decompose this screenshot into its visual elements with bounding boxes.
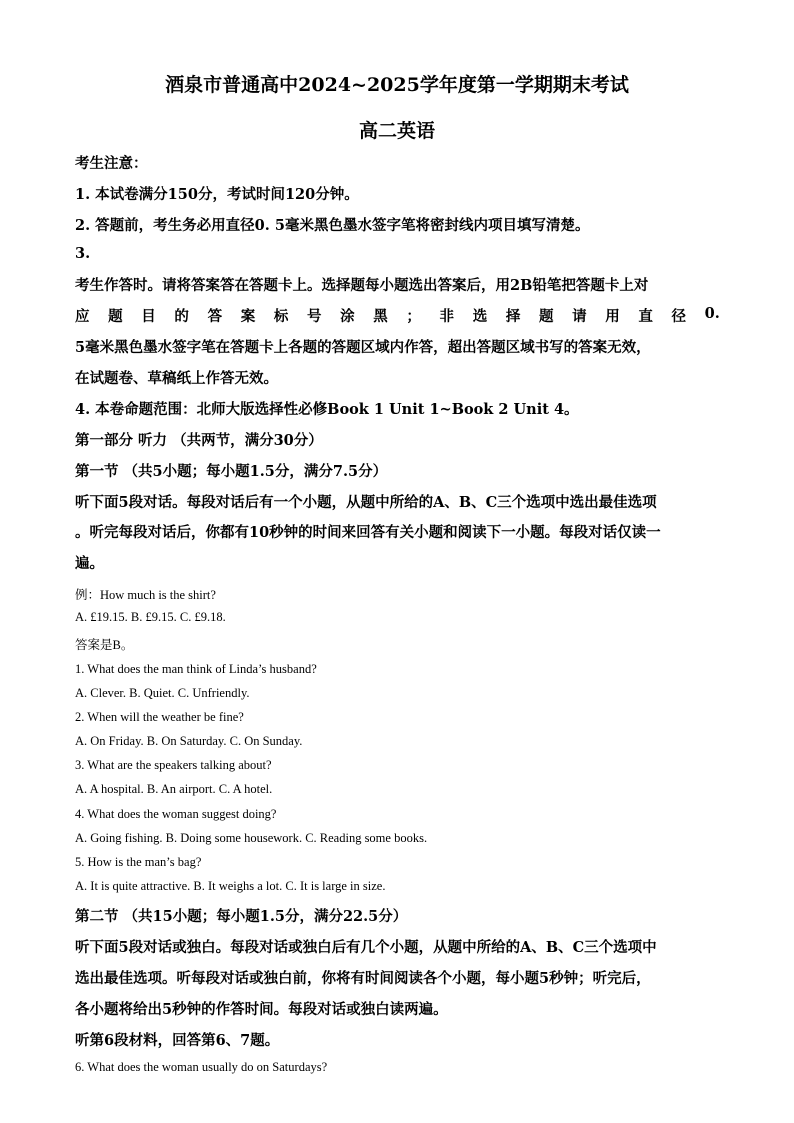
exam-title: 酒泉市普通高中2024~2025学年度第一学期期末考试 <box>165 74 629 96</box>
notice-item-4: 4. 本卷命题范围：北师大版选择性必修Book 1 Unit 1~Book 2 Unit 4。 <box>75 401 579 418</box>
notice-item-3-number: 3. <box>75 245 91 262</box>
justified-word: 应 <box>75 308 90 325</box>
question-3: 3. What are the speakers talking about? <box>75 758 272 772</box>
section1-instruction-line-2: 。听完每段对话后，你都有10秒钟的时间来回答有关小题和阅读下一小题。每段对话仅读一 <box>75 524 661 541</box>
justified-word: 标 <box>273 308 289 325</box>
justified-word: 题 <box>538 308 554 325</box>
question-2: 2. When will the weather be fine? <box>75 710 244 724</box>
justified-word: 非 <box>439 308 455 325</box>
justified-word: 案 <box>240 308 256 325</box>
question-3-options: A. A hospital. B. An airport. C. A hotel. <box>75 782 273 796</box>
notice-item-1: 1. 本试卷满分150分，考试时间120分钟。 <box>75 186 359 203</box>
section2-instruction-line-1: 听下面5段对话或独白。每段对话或独白后有几个小题，从题中所给的A、B、C三个选项中 <box>75 939 657 956</box>
question-1: 1. What does the man think of Linda’s husband? <box>75 662 317 676</box>
justified-word: 选 <box>472 308 488 325</box>
question-6: 6. What does the woman usually do on Saturdays? <box>75 1060 328 1074</box>
justified-word: 请 <box>572 308 587 325</box>
question-5: 5. How is the man’s bag? <box>75 855 202 869</box>
section2-instruction-line-2: 选出最佳选项。听每段对话或独白前，你将有时间阅读各个小题，每小题5秒钟；听完后， <box>75 970 651 987</box>
justified-word: 用 <box>605 308 620 325</box>
example-answer: 答案是B。 <box>75 638 134 652</box>
section1-instruction-line-3: 遍。 <box>75 555 104 572</box>
justified-word: 号 <box>306 308 322 325</box>
question-4-options: A. Going fishing. B. Doing some housework. C. Reading some books. <box>75 831 428 845</box>
exam-subtitle: 高二英语 <box>358 120 435 142</box>
question-1-options: A. Clever. B. Quiet. C. Unfriendly. <box>75 686 250 700</box>
justified-word: 直 <box>638 308 653 325</box>
example-options: A. £19.15. B. £9.15. C. £9.18. <box>75 610 226 624</box>
justified-word: 题 <box>108 308 123 325</box>
justified-word: 涂 <box>340 308 355 325</box>
notice-heading: 考生注意： <box>75 155 148 172</box>
section1-instruction-line-1: 听下面5段对话。每段对话后有一个小题，从题中所给的A、B、C三个选项中选出最佳选项 <box>75 494 657 511</box>
notice-item-3-line-2 <box>75 305 720 326</box>
notice-item-2: 2. 答题前，考生务必用直径0. 5毫米黑色墨水签字笔将密封线内项目填写清楚。 <box>75 217 590 234</box>
part1-heading: 第一部分 听力 （共两节，满分30分） <box>75 432 323 449</box>
section1-heading: 第一节 （共5小题；每小题1.5分，满分7.5分） <box>75 463 388 480</box>
section2-material-note: 听第6段材料，回答第6、7题。 <box>75 1032 280 1049</box>
section2-instruction-line-3: 各小题将给出5秒钟的作答时间。每段对话或独白读两遍。 <box>75 1001 448 1018</box>
notice-item-3-line-4: 在试题卷、草稿纸上作答无效。 <box>75 370 278 387</box>
justified-word: ； <box>406 308 421 325</box>
justified-word: 的 <box>174 308 189 325</box>
section2-heading: 第二节 （共15小题；每小题1.5分，满分22.5分） <box>75 908 408 925</box>
justified-word: 径 <box>671 308 687 325</box>
justified-word: 择 <box>505 308 521 325</box>
question-2-options: A. On Friday. B. On Saturday. C. On Sunday. <box>75 734 303 748</box>
notice-item-3-line-1: 考生作答时。请将答案答在答题卡上。选择题每小题选出答案后，用2B铅笔把答题卡上对 <box>75 277 649 294</box>
question-5-options: A. It is quite attractive. B. It weighs a lot. C. It is large in size. <box>75 879 386 893</box>
notice-item-3-line-3: 5毫米黑色墨水签字笔在答题卡上各题的答题区域内作答，超出答题区域书写的答案无效， <box>75 339 651 356</box>
justified-word: 黑 <box>373 308 388 325</box>
question-4: 4. What does the woman suggest doing? <box>75 807 277 821</box>
example-question: 例：How much is the shirt? <box>75 588 216 602</box>
justified-word: 答 <box>207 308 223 325</box>
justified-word: 目 <box>141 308 156 325</box>
justified-word: 0. <box>704 305 720 322</box>
